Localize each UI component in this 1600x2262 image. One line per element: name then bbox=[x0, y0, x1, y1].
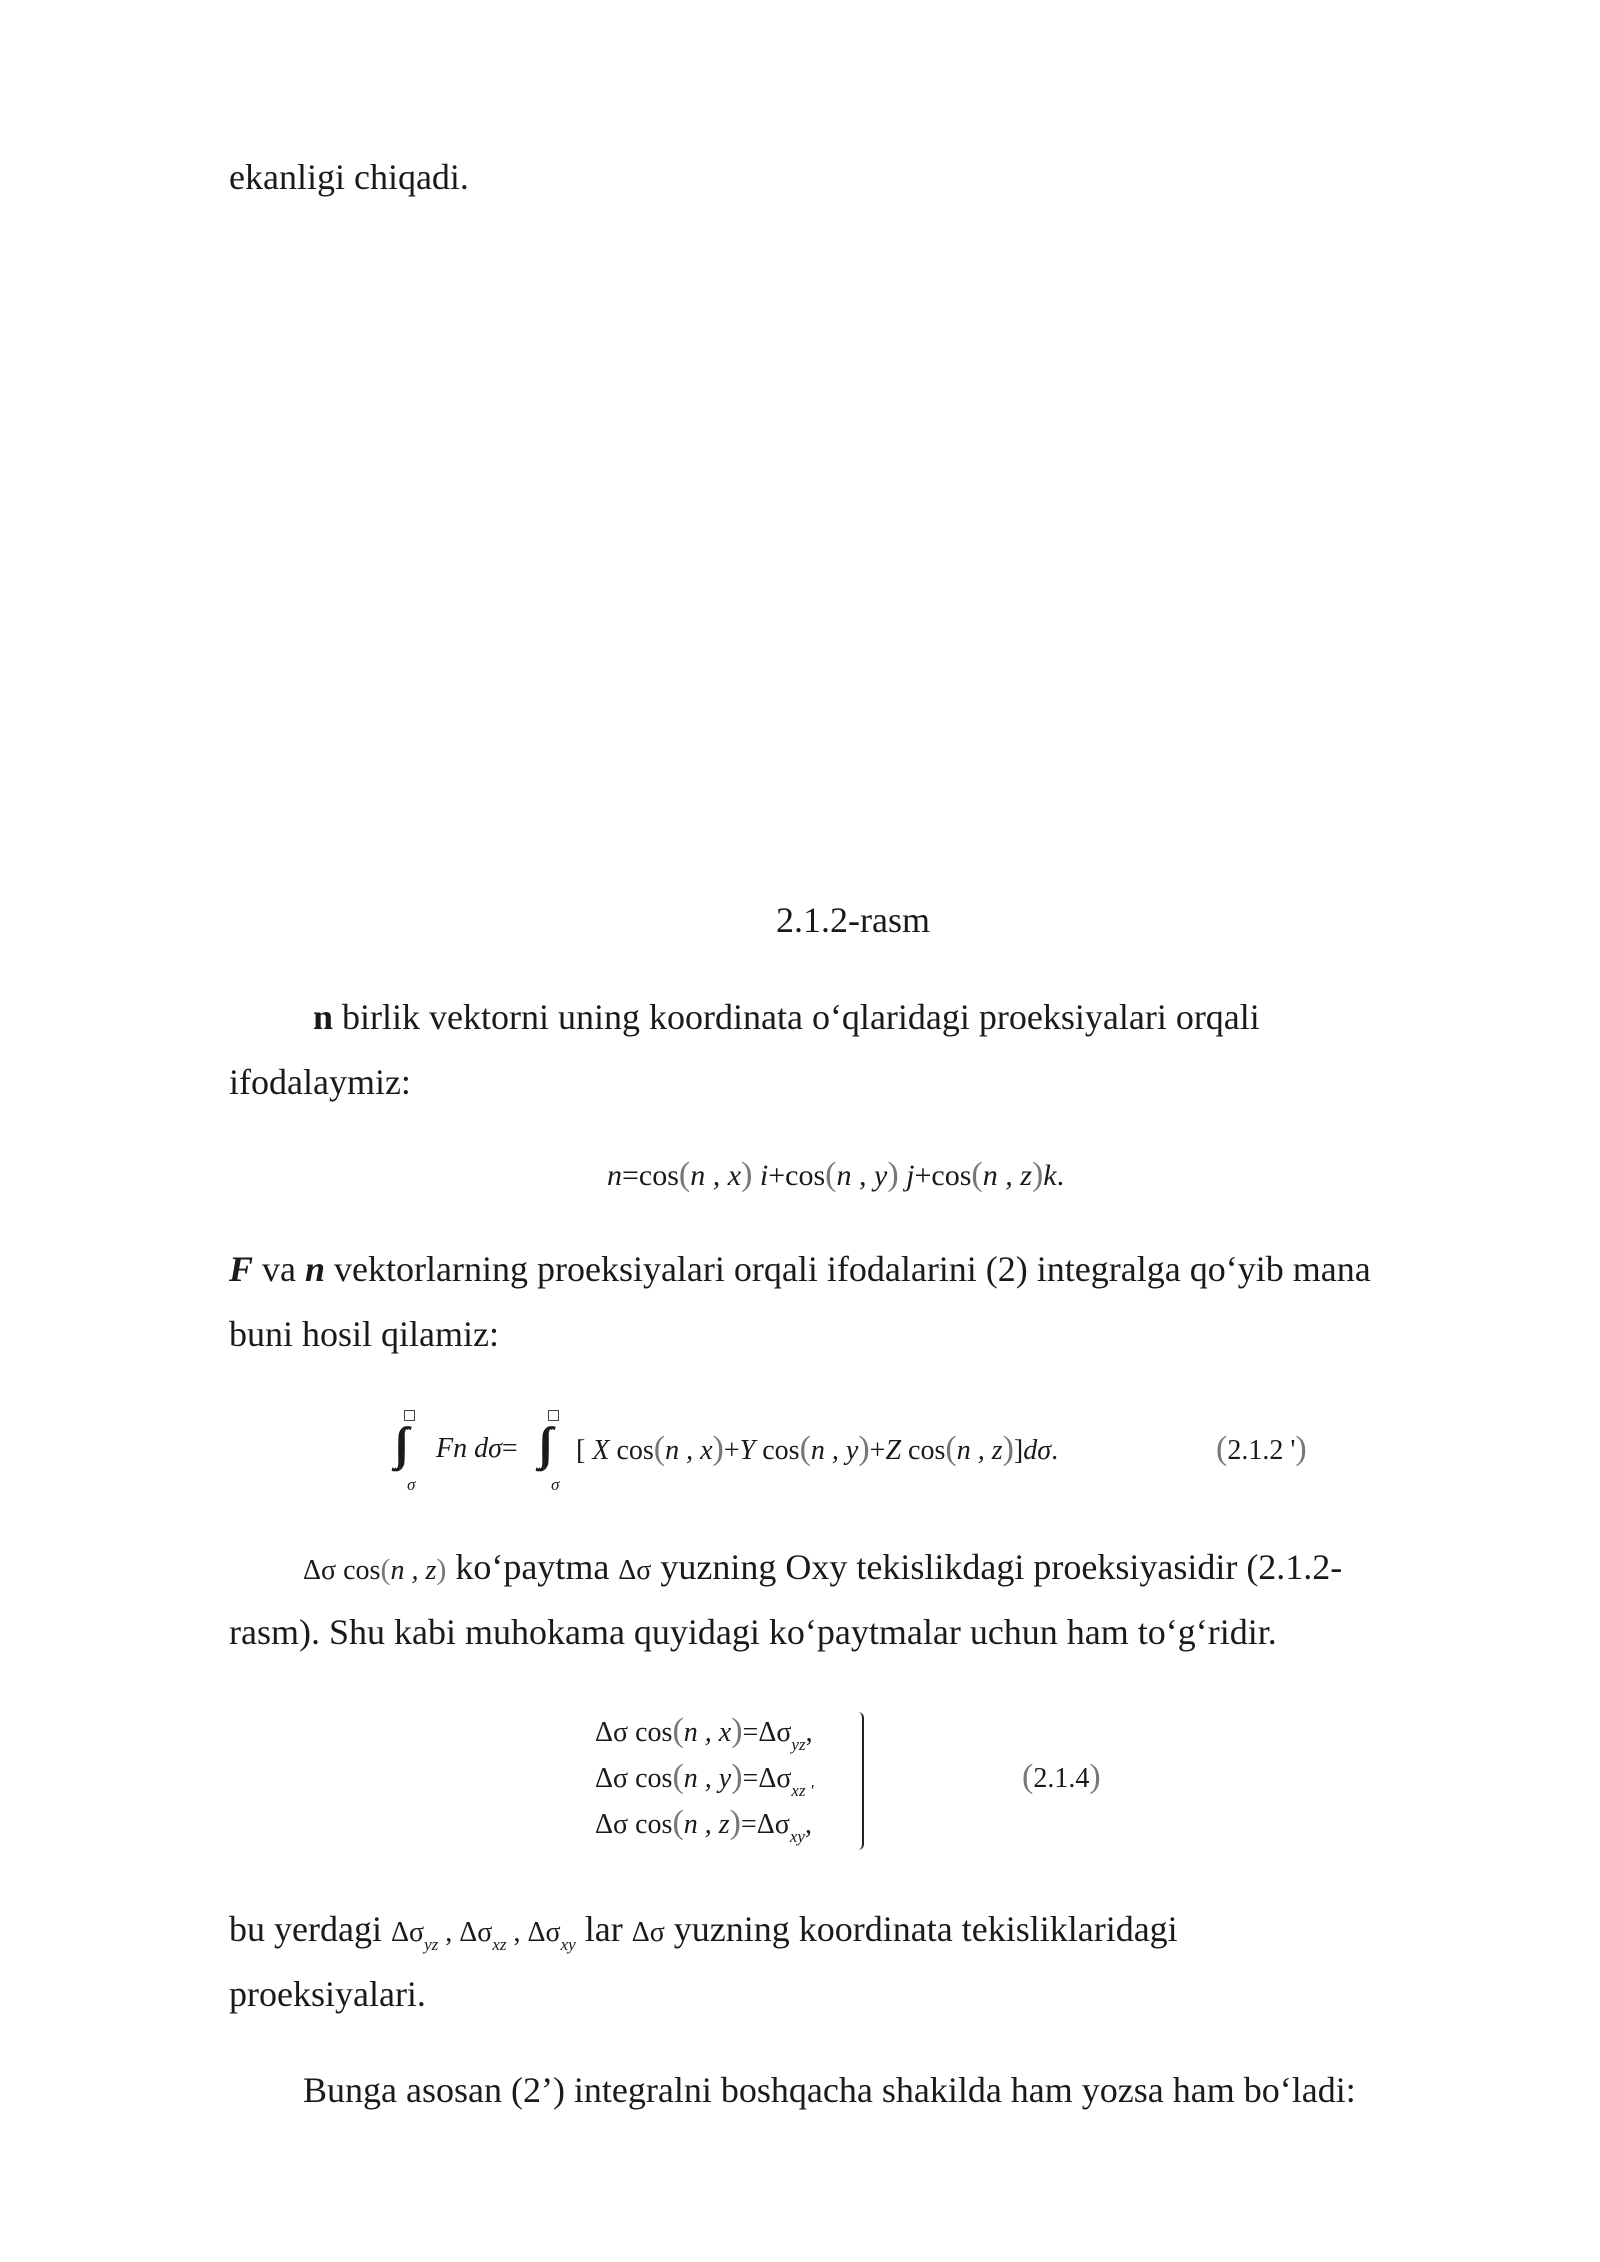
paren-open: ( bbox=[672, 1758, 684, 1795]
paren-close: ) bbox=[731, 1758, 743, 1795]
component-Y: Y bbox=[739, 1435, 756, 1466]
period: . bbox=[1051, 1435, 1059, 1466]
row-lhs: Δσ cos bbox=[595, 1809, 673, 1840]
eq-term: n , y bbox=[836, 1159, 888, 1192]
paren-open: ( bbox=[678, 1156, 691, 1193]
row-rhs: =Δσ bbox=[742, 1717, 792, 1748]
angle-nx: n , x bbox=[665, 1435, 713, 1466]
paragraph-text: lar bbox=[575, 1909, 632, 1949]
delta-sigma: Δσ bbox=[459, 1917, 493, 1948]
paragraph-text: ko‘paytma bbox=[446, 1547, 619, 1587]
integral-rhs bbox=[576, 1432, 1058, 1468]
eq-term: =cos bbox=[622, 1159, 679, 1192]
paragraph-projections bbox=[229, 1247, 1371, 1291]
angle-nz: n , z bbox=[956, 1435, 1003, 1466]
equals-sign: = bbox=[501, 1433, 518, 1464]
paren-close: ) bbox=[729, 1804, 741, 1841]
eq-term: j bbox=[906, 1159, 915, 1192]
figure-caption: 2.1.2-rasm bbox=[776, 900, 930, 940]
component-X: X bbox=[592, 1435, 610, 1466]
equation-number-label: 2.1.2 ' bbox=[1227, 1435, 1296, 1466]
row-tail: , bbox=[804, 1809, 812, 1840]
delta-sigma: Δσ bbox=[390, 1917, 425, 1948]
comma: , bbox=[506, 1917, 528, 1948]
eq-term: . bbox=[1056, 1159, 1065, 1192]
paren-open: ( bbox=[380, 1553, 391, 1586]
paragraph-projections-cont: buni hosil qilamiz: bbox=[229, 1314, 499, 1354]
plus-sign: + bbox=[723, 1435, 740, 1466]
integral-domain: σ bbox=[407, 1475, 416, 1494]
paragraph-text: yuzning Oxy tekislikdagi proeksiyasidir (2.1.2- bbox=[651, 1547, 1343, 1587]
row-lhs: Δσ cos bbox=[595, 1763, 673, 1794]
eq-term: n bbox=[607, 1159, 622, 1192]
placeholder-box-icon bbox=[548, 1410, 559, 1421]
plus-sign: + bbox=[869, 1435, 886, 1466]
paragraph-text: birlik vektorni uning koordinata o‘qlaridagi proeksiyalari orqali bbox=[333, 997, 1260, 1037]
lhs-integrand: Fn dσ bbox=[436, 1433, 502, 1464]
angle-ny: n , y bbox=[810, 1435, 859, 1466]
paren-open: ( bbox=[672, 1804, 684, 1841]
equation-unit-vector bbox=[607, 1157, 1064, 1194]
bracket-close: ] bbox=[1013, 1435, 1024, 1466]
paren-open: ( bbox=[825, 1156, 837, 1193]
paren-close: ) bbox=[858, 1430, 870, 1467]
row-tail: , bbox=[805, 1717, 813, 1748]
row-arg: n , x bbox=[683, 1717, 732, 1748]
double-integral-sign: ∫∫ bbox=[538, 1418, 544, 1469]
paragraph-rewrite: Bunga asosan (2’) integralni boshqacha shakilda ham yozsa ham bo‘ladi: bbox=[303, 2070, 1356, 2110]
paren-open: ( bbox=[971, 1156, 983, 1193]
cos: cos bbox=[762, 1435, 800, 1466]
system-row-2 bbox=[595, 1760, 813, 1799]
paren-close: ) bbox=[731, 1712, 743, 1749]
paragraph-text: vektorlarning proeksiyalari orqali ifodalarini (2) integralga qo‘yib mana bbox=[325, 1249, 1371, 1289]
paren-close: ) bbox=[887, 1156, 899, 1193]
row-rhs: =Δσ bbox=[742, 1763, 792, 1794]
comma: , bbox=[438, 1917, 460, 1948]
cos: cos bbox=[343, 1555, 381, 1586]
delta-sigma: Δσ bbox=[527, 1917, 561, 1948]
text-line-ekanligi: ekanligi chiqadi. bbox=[229, 157, 469, 197]
row-subscript: xy bbox=[789, 1827, 805, 1846]
row-arg: n , y bbox=[683, 1763, 732, 1794]
delta-sigma: Δσ bbox=[618, 1555, 652, 1586]
row-rhs: =Δσ bbox=[741, 1809, 790, 1840]
delta-sigma-symbol: Δσ bbox=[303, 1555, 337, 1586]
bold-n: n bbox=[305, 1249, 326, 1289]
system-equation-number bbox=[1022, 1760, 1101, 1796]
paren-open: ( bbox=[1216, 1430, 1228, 1467]
eq-term: n , z bbox=[982, 1159, 1032, 1192]
paren-close: ) bbox=[1002, 1430, 1014, 1467]
eq-term: +cos bbox=[914, 1159, 972, 1192]
equation-number bbox=[1216, 1432, 1307, 1468]
figure-placeholder bbox=[229, 220, 1429, 860]
eq-term: n , x bbox=[690, 1159, 742, 1192]
component-Z: Z bbox=[885, 1435, 902, 1466]
paren-close: ) bbox=[1031, 1156, 1044, 1193]
bold-n: n bbox=[313, 997, 334, 1037]
paragraph-projections-list-cont: proeksiyalari. bbox=[229, 1974, 426, 2014]
row-arg: n , z bbox=[683, 1809, 730, 1840]
subscript: xy bbox=[560, 1935, 576, 1954]
integral-lhs bbox=[436, 1432, 518, 1466]
paren-open: ( bbox=[672, 1712, 684, 1749]
paragraph-text: yuzning koordinata tekisliklaridagi bbox=[664, 1909, 1178, 1949]
row-subscript: yz bbox=[791, 1735, 806, 1754]
subscript: xz bbox=[492, 1935, 507, 1954]
eq-term: +cos bbox=[768, 1159, 826, 1192]
eq-term: i bbox=[759, 1159, 769, 1192]
paren-open: ( bbox=[1022, 1758, 1034, 1795]
paren-close: ) bbox=[712, 1430, 724, 1467]
placeholder-box-icon bbox=[404, 1410, 415, 1421]
paragraph-product-cont: rasm). Shu kabi muhokama quyidagi ko‘paytmalar uchun ham to‘g‘ridir. bbox=[229, 1612, 1277, 1652]
delta-sigma bbox=[303, 1555, 446, 1586]
double-integral-sign: ∫∫ bbox=[394, 1418, 400, 1469]
bracket-open: [ bbox=[576, 1435, 586, 1466]
d-sigma: dσ bbox=[1023, 1435, 1052, 1466]
system-row-3 bbox=[595, 1806, 812, 1845]
paren-close: ) bbox=[1089, 1758, 1101, 1795]
paragraph-product bbox=[303, 1545, 1342, 1593]
paragraph-text: va bbox=[253, 1249, 305, 1289]
angle-nz: n , z bbox=[390, 1555, 437, 1586]
paragraph-text: bu yerdagi bbox=[229, 1909, 391, 1949]
paren-open: ( bbox=[653, 1430, 666, 1467]
paren-open: ( bbox=[799, 1430, 811, 1467]
paragraph-unit-vector bbox=[313, 995, 1260, 1039]
system-row-1 bbox=[595, 1714, 813, 1753]
delta-sigma: Δσ bbox=[631, 1917, 665, 1948]
paragraph-unit-vector-cont: ifodalaymiz: bbox=[229, 1062, 411, 1102]
bold-F: F bbox=[229, 1249, 254, 1289]
paren-close: ) bbox=[1295, 1430, 1307, 1467]
paren-close: ) bbox=[436, 1553, 447, 1586]
equation-number-label: 2.1.4 bbox=[1033, 1763, 1090, 1794]
row-subscript: xz ' bbox=[791, 1781, 814, 1800]
paren-open: ( bbox=[945, 1430, 957, 1467]
paren-close: ) bbox=[741, 1156, 753, 1193]
cos: cos bbox=[908, 1435, 946, 1466]
row-lhs: Δσ cos bbox=[595, 1717, 673, 1748]
eq-term: k bbox=[1043, 1159, 1057, 1192]
right-brace bbox=[856, 1712, 864, 1850]
integral-domain: σ bbox=[551, 1475, 560, 1494]
paragraph-projections-list bbox=[229, 1907, 1178, 1958]
subscript: yz bbox=[424, 1935, 439, 1954]
cos: cos bbox=[616, 1435, 654, 1466]
